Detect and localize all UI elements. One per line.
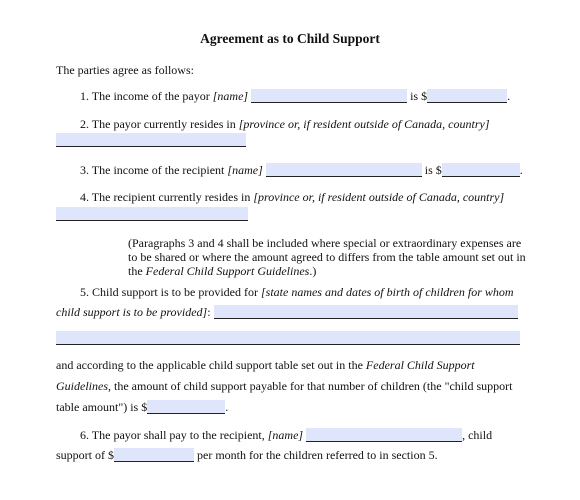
clause-6-text: 6. The payor shall pay to the recipient, <box>80 428 268 442</box>
clause-4-placeholder: [province or, if resident outside of Canada, country] <box>253 190 505 204</box>
clause-1-mid: is $ <box>407 89 428 103</box>
clause-3 <box>80 163 523 178</box>
clause-2-text: 2. The payor currently resides in <box>80 117 239 131</box>
payor-income-field[interactable] <box>427 89 507 103</box>
clause-6-line-2-end: per month for the children referred to in section 5. <box>194 448 438 462</box>
clause-5-line-2 <box>56 305 518 320</box>
clause-4 <box>80 190 504 205</box>
clause-5-guidelines-1: Federal Child Support <box>365 358 475 372</box>
clause-5-after-3: table amount") is $ <box>56 400 148 414</box>
clause-1-end: . <box>507 89 511 103</box>
clause-5 <box>80 285 514 300</box>
payor-residence-field[interactable] <box>56 133 246 147</box>
clause-2 <box>80 117 490 132</box>
note-guidelines: Federal Child Support Guidelines <box>145 264 310 278</box>
clause-6-after: , child <box>462 428 493 442</box>
monthly-support-field[interactable] <box>114 448 194 462</box>
payor-name-field[interactable] <box>251 89 407 103</box>
clause-1 <box>80 89 510 104</box>
children-field-line-1[interactable] <box>214 305 518 319</box>
note-part-2: .) <box>309 264 317 278</box>
clause-5-colon: : <box>207 305 211 319</box>
clause-1-text: 1. The income of the payor <box>80 89 213 103</box>
clause-5-after-2: , the amount of child support payable for that number of children (the "child support <box>108 379 513 393</box>
recipient-income-field[interactable] <box>442 163 520 177</box>
clause-5-guidelines-2: Guidelines <box>56 379 108 393</box>
clause-5-line-6 <box>56 400 228 415</box>
clause-5-placeholder-2: child support is to be provided] <box>56 305 208 319</box>
clause-5-line-4 <box>56 358 475 373</box>
clause-3-mid: is $ <box>421 163 442 177</box>
table-amount-field[interactable] <box>147 400 225 414</box>
clause-6-line-2-start: support of $ <box>56 448 114 462</box>
clause-5-line-5 <box>56 379 512 394</box>
clause-3-end: . <box>519 163 523 177</box>
note-part-1: (Paragraphs 3 and 4 shall be included where special or extraordinary expenses are to be shared or where the amount agreed to differs from the table amount set out in the <box>128 236 526 278</box>
note-paragraph <box>128 236 528 278</box>
clause-3-placeholder: [name] <box>227 163 263 177</box>
clause-5-after-1: and according to the applicable child support table set out in the <box>56 358 366 372</box>
clause-5-text: 5. Child support is to be provided for <box>80 285 261 299</box>
document-title: Agreement as to Child Support <box>200 31 380 46</box>
recipient-residence-field[interactable] <box>56 207 248 221</box>
clause-4-text: 4. The recipient currently resides in <box>80 190 254 204</box>
intro-text: The parties agree as follows: <box>56 63 194 77</box>
children-field-line-2[interactable] <box>56 331 520 345</box>
clause-6-placeholder: [name] <box>267 428 304 442</box>
clause-1-placeholder: [name] <box>212 89 249 103</box>
recipient-payee-field[interactable] <box>306 428 462 442</box>
clause-5-end: . <box>225 400 229 414</box>
recipient-name-field[interactable] <box>266 163 422 177</box>
clause-6-line-2 <box>56 448 438 463</box>
clause-6 <box>80 428 492 443</box>
clause-2-placeholder: [province or, if resident outside of Canada, country] <box>238 117 490 131</box>
clause-5-placeholder-1: [state names and dates of birth of children for whom <box>260 285 514 299</box>
clause-3-text: 3. The income of the recipient <box>80 163 228 177</box>
